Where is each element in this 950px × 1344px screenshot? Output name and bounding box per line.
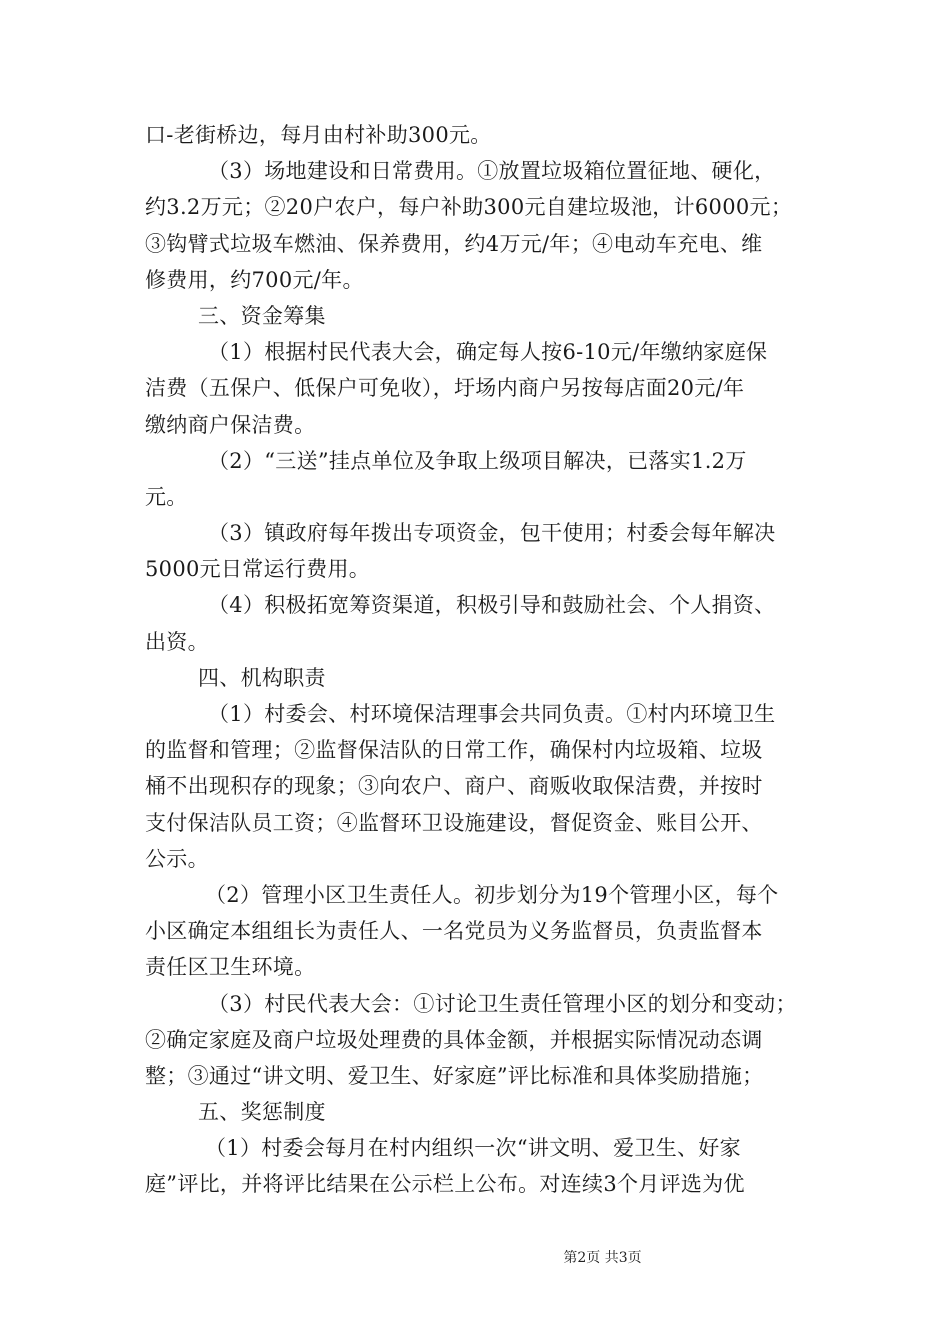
text-line: ③钩臂式垃圾车燃油、保养费用，约4万元/年；④电动车充电、维	[145, 231, 763, 256]
text-line: 缴纳商户保洁费。	[145, 412, 316, 437]
text-line: 公示。	[145, 846, 209, 871]
text-line: 整；③通过“讲文明、爱卫生、好家庭”评比标准和具体奖励措施；	[145, 1063, 764, 1088]
text-line: （3）村民代表大会：①讨论卫生责任管理小区的划分和变动；	[208, 991, 797, 1016]
section-heading: 五、奖惩制度	[198, 1100, 326, 1125]
text-line: （1）村委会每月在村内组织一次“讲文明、爱卫生、好家	[205, 1136, 741, 1161]
document-body	[145, 117, 810, 1203]
text-line: 支付保洁队员工资；④监督环卫设施建设，督促资金、账目公开、	[145, 810, 763, 835]
text-line: （2）管理小区卫生责任人。初步划分为19个管理小区，每个	[205, 882, 779, 907]
text-line: （3）镇政府每年拨出专项资金，包干使用；村委会每年解决	[208, 521, 776, 546]
text-line: 责任区卫生环境。	[145, 955, 316, 980]
page-number-footer: 第2页 共3页	[563, 1250, 642, 1266]
text-line: 小区确定本组组长为责任人、一名党员为义务监督员，负责监督本	[145, 919, 763, 944]
text-line: （1）村委会、村环境保洁理事会共同负责。①村内环境卫生	[208, 702, 776, 726]
text-line: 元。	[145, 484, 188, 509]
section-heading: 三、资金筹集	[198, 303, 326, 328]
section-heading: 四、机构职责	[198, 665, 326, 690]
text-line: （1）根据村民代表大会，确定每人按6-10元/年缴纳家庭保	[208, 340, 768, 365]
text-line: 5000元日常运行费用。	[145, 557, 371, 582]
text-line: （4）积极拓宽筹资渠道，积极引导和鼓励社会、个人捐资、	[208, 593, 776, 618]
text-line: ②确定家庭及商户垃圾处理费的具体金额，并根据实际情况动态调	[145, 1027, 763, 1052]
text-line: （2）“三送”挂点单位及争取上级项目解决，已落实1.2万	[208, 448, 747, 473]
text-line: （3）场地建设和日常费用。①放置垃圾箱位置征地、硬化，	[208, 159, 776, 184]
text-line: 口-老街桥边，每月由村补助300元。	[145, 123, 492, 147]
text-line: 修费用，约700元/年。	[145, 267, 364, 292]
text-line: 桶不出现积存的现象；③向农户、商户、商贩收取保洁费，并按时	[145, 774, 763, 799]
text-line: 洁费（五保户、低保户可免收），圩场内商户另按每店面20元/年	[145, 376, 745, 401]
text-line: 的监督和管理；②监督保洁队的日常工作，确保村内垃圾箱、垃圾	[145, 738, 763, 763]
text-line: 约3.2万元；②20户农户，每户补助300元自建垃圾池，计6000元；	[145, 195, 793, 220]
text-line: 庭”评比，并将评比结果在公示栏上公布。对连续3个月评选为优	[145, 1172, 745, 1197]
text-line: 出资。	[145, 629, 209, 654]
